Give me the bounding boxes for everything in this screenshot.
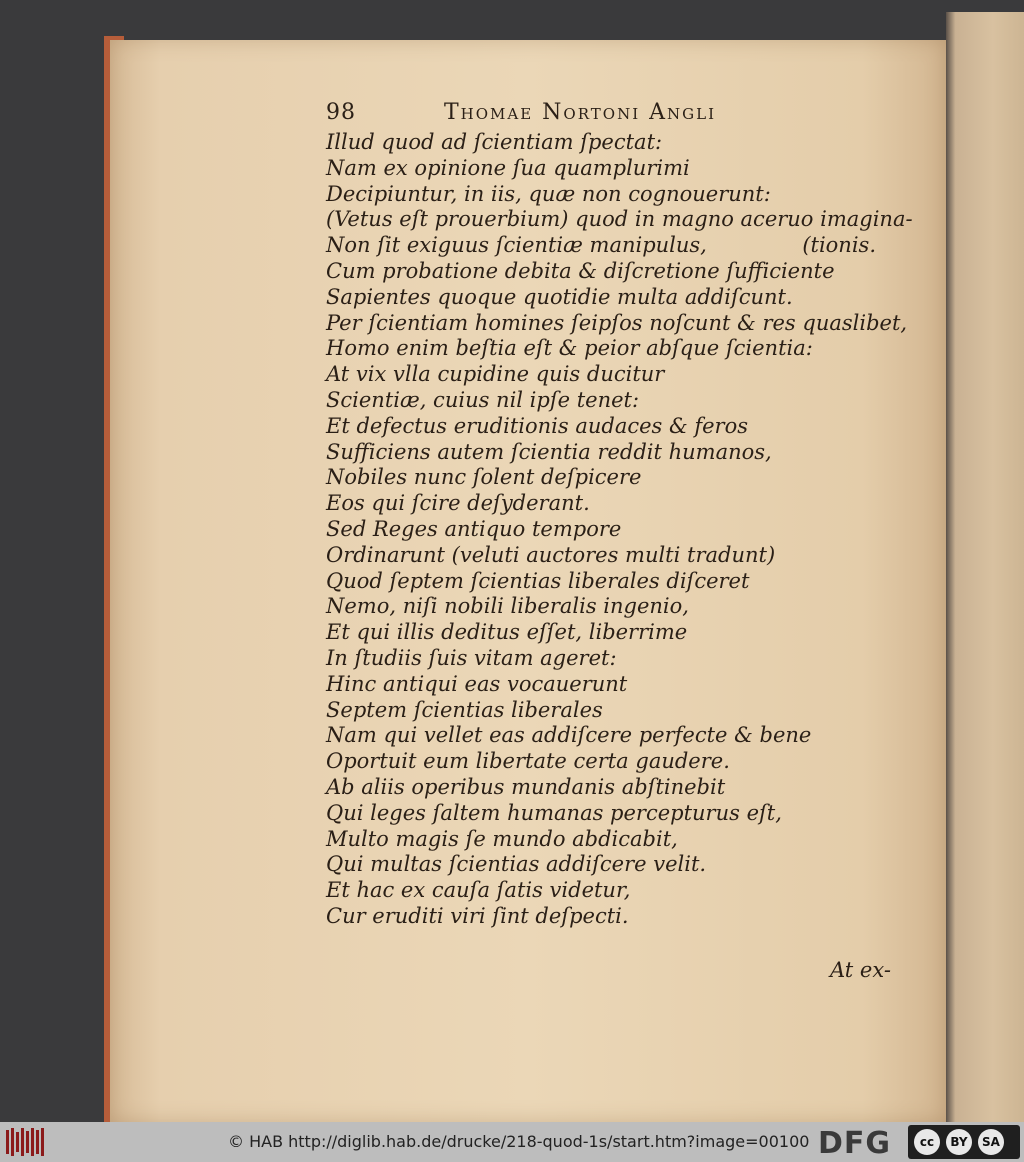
verse-line: (Vetus eſt prouerbium) quod in magno aceruo imagina- (326, 207, 913, 232)
cc-license-badge[interactable] (908, 1125, 1020, 1159)
verse-line: Cur eruditi viri ſint deſpecti. (326, 903, 629, 928)
verse-line: Hinc antiqui eas vocauerunt (326, 671, 628, 696)
viewer-footer (0, 1122, 1024, 1162)
sa-icon: SA (978, 1129, 1004, 1155)
verse-line: Eos qui ſcire deſyderant. (326, 491, 590, 516)
verse-line: Nam qui vellet eas addiſcere perfecte & bene (326, 723, 812, 748)
verse-line: Nam ex opinione ſua quamplurimi (326, 155, 690, 180)
verse-line: Et qui illis deditus eſſet, liberrime (326, 620, 688, 645)
dfg-logo[interactable]: DFG (818, 1126, 892, 1161)
verse-line: Nobiles nunc ſolent deſpicere (326, 465, 642, 490)
verse-line: Cum probatione debita & diſcretione ſufficiente (326, 258, 835, 283)
verse-line (326, 233, 906, 259)
hab-logo-icon[interactable] (6, 1128, 48, 1156)
verse-line: Illud quod ad ſcientiam ſpectat: (326, 130, 663, 154)
verse-line: Sapientes quoque quotidie multa addiſcunt. (326, 284, 793, 309)
verse-line: At vix vlla cupidine quis ducitur (326, 362, 665, 387)
cc-icon: cc (914, 1129, 940, 1155)
credit-link[interactable]: © HAB http://diglib.hab.de/drucke/218-quod-1s/start.htm?image=00100 (228, 1132, 810, 1151)
verse-line: Oportuit eum libertate certa gaudere. (326, 749, 730, 774)
catchword: At ex- (830, 958, 891, 982)
verse-line: Nemo, niſi nobili liberalis ingenio, (326, 594, 689, 619)
verse-line: Septem ſcientias liberales (326, 697, 603, 722)
verse-line: In ſtudiis ſuis vitam ageret: (326, 645, 617, 670)
by-icon: BY (946, 1129, 972, 1155)
verse-line: Multo magis ſe mundo abdicabit, (326, 826, 678, 851)
running-head (326, 100, 780, 130)
verse-line: Decipiuntur, in iis, quæ non cognouerunt: (326, 181, 771, 206)
verse-line-text: Non ſit exiguus ſcientiæ manipulus, (326, 233, 707, 258)
line-continuation: (tionis. (802, 233, 876, 258)
facing-page-edge (946, 12, 1024, 1122)
verse-line: Qui multas ſcientias addiſcere velit. (326, 852, 707, 877)
verse-line: Homo enim beſtia eſt & peior abſque ſcientia: (326, 336, 813, 361)
verse-line: Sed Reges antiquo tempore (326, 516, 622, 541)
verse-line: Scientiæ, cuius nil ipſe tenet: (326, 387, 640, 412)
verse-line: Per ſcientiam homines ſeipſos noſcunt & res quaslibet, (326, 310, 908, 335)
running-title: Thomae Nortoni Angli (444, 100, 716, 125)
page-number: 98 (326, 100, 356, 125)
verse-line: Qui leges ſaltem humanas percepturus eſt, (326, 800, 782, 825)
poem-text (326, 130, 913, 930)
verse-line: Ab aliis operibus mundanis abſtinebit (326, 774, 726, 799)
verse-line: Sufficiens autem ſcientia reddit humanos, (326, 439, 772, 464)
verse-line: Et defectus eruditionis audaces & feros (326, 413, 749, 438)
verse-line: Ordinarunt (veluti auctores multi tradunt) (326, 542, 776, 567)
verse-line: Quod ſeptem ſcientias liberales diſceret (326, 568, 750, 593)
verse-line: Et hac ex cauſa ſatis videtur, (326, 878, 631, 903)
